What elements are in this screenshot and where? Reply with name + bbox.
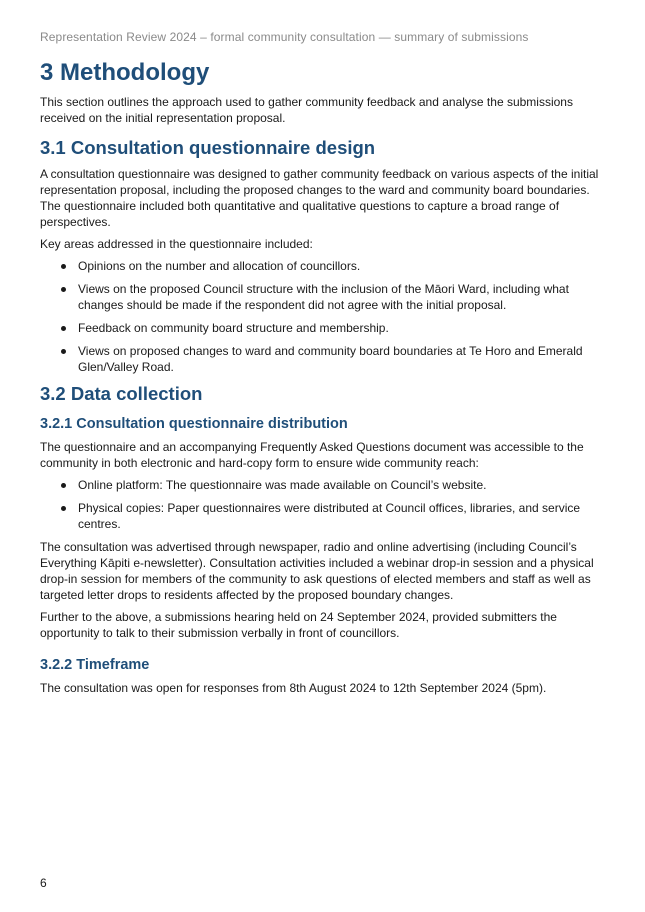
key-area-item: Views on proposed changes to ward and community board boundaries at Te Horo and Emerald Glen/Valley Road.: [40, 343, 605, 375]
key-area-item: Feedback on community board structure and membership.: [40, 320, 605, 336]
section-3-1-paragraph-1: A consultation questionnaire was designed to gather community feedback on various aspects of the initial representation proposal, including the proposed changes to the ward and community board boundaries. The questionnaire included both quantitative and qualitative questions to capture a broad range of perspectives.: [40, 167, 599, 229]
section-3-1-heading: 3.1 Consultation questionnaire design: [40, 137, 376, 158]
distribution-list: [40, 477, 605, 532]
key-areas-list: [40, 258, 605, 375]
distribution-item: Online platform: The questionnaire was made available on Council’s website.: [40, 477, 605, 493]
section-3-2-2-paragraph-1: The consultation was open for responses from 8th August 2024 to 12th September 2024 (5pm).: [40, 681, 547, 695]
distribution-item: Physical copies: Paper questionnaires were distributed at Council offices, libraries, and service centres.: [40, 500, 605, 532]
section-3-2-1-paragraph-3: Further to the above, a submissions hearing held on 24 September 2024, provided submitters the opportunity to talk to their submission verbally in front of councillors.: [40, 610, 557, 640]
section-3-1-paragraph-2: Key areas addressed in the questionnaire included:: [40, 237, 313, 251]
section-3-2-heading: 3.2 Data collection: [40, 383, 203, 404]
page-content: [40, 58, 605, 702]
section-3-2-1-paragraph-2: The consultation was advertised through newspaper, radio and online advertising (including Council’s Everything Kāpiti e-newsletter). Consultation activities included a webinar drop-in session and a physical drop-in session for members of the community to ask questions of elected members and staff as well as targeted letter drops to residents affected by the proposed boundary changes.: [40, 540, 594, 602]
running-header: Representation Review 2024 – formal community consultation — summary of submissions: [40, 30, 529, 44]
section-3-2-2-heading: 3.2.2 Timeframe: [40, 657, 150, 673]
section-3-heading: 3 Methodology: [40, 59, 210, 86]
section-3-2-1-heading: 3.2.1 Consultation questionnaire distribution: [40, 416, 348, 432]
section-3-2-1-paragraph-1: The questionnaire and an accompanying Frequently Asked Questions document was accessible to the community in both electronic and hard-copy form to ensure wide community reach:: [40, 440, 584, 470]
key-area-item: Views on the proposed Council structure with the inclusion of the Māori Ward, including what changes should be made if the respondent did not agree with the initial proposal.: [40, 281, 605, 313]
page-number: 6: [40, 876, 47, 890]
section-3-intro: This section outlines the approach used to gather community feedback and analyse the submissions received on the initial representation proposal.: [40, 95, 573, 125]
key-area-item: Opinions on the number and allocation of councillors.: [40, 258, 605, 274]
